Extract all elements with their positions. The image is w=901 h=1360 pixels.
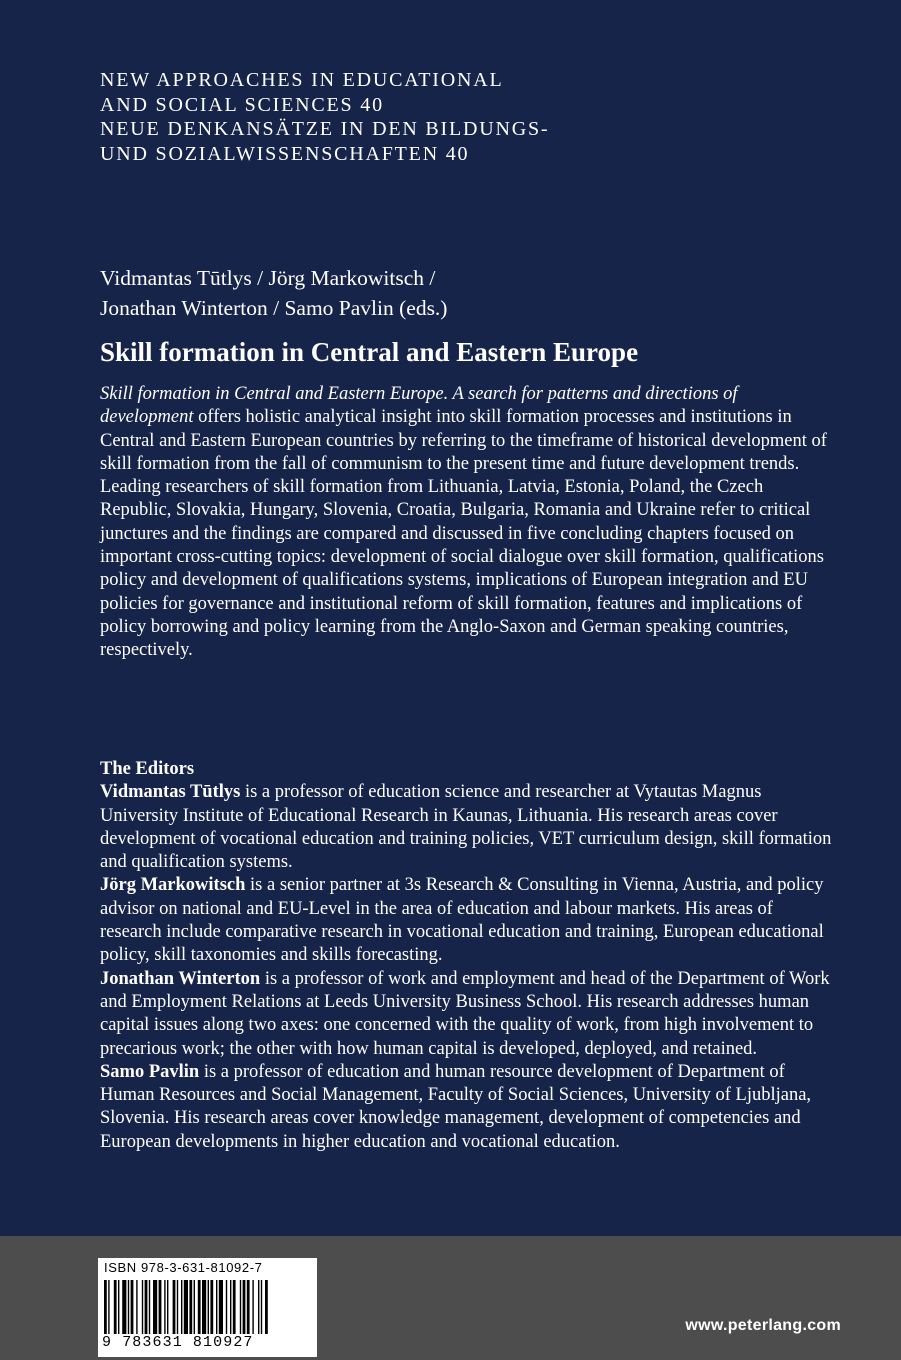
barcode-bar xyxy=(202,1280,206,1334)
editor-bio: is a professor of work and employment and head of the Department of Work and Employment Relations at Leeds University Business School. His research addresses human capital issues along two axes: one concerned with the quality of work, from high involvement to precarious work; the other with how human capital is developed, deployed, and retained. xyxy=(100,968,830,1059)
series-line: AND SOCIAL SCIENCES 40 xyxy=(100,93,384,116)
barcode-bar xyxy=(114,1280,117,1334)
series-line: NEUE DENKANSÄTZE IN DEN BILDUNGS- xyxy=(100,118,550,140)
authors-line: Jonathan Winterton / Samo Pavlin (eds.) xyxy=(100,296,448,320)
barcode-bar xyxy=(216,1280,217,1334)
barcode-bar xyxy=(177,1280,178,1334)
editor-bio: is a senior partner at 3s Research & Consulting in Vienna, Austria, and policy advisor on national and EU-Level in the area of education and labour markets. His areas of research include comparative research in vocational education and training, European educational policy, skill taxonomies and skills forecasting. xyxy=(100,875,824,966)
blurb-italic-title: Skill formation in Central and Eastern Europe. A search for patterns and directions of development xyxy=(100,384,738,428)
barcode-bar xyxy=(189,1280,192,1334)
barcode-bar xyxy=(198,1280,201,1334)
editor-entry xyxy=(100,1061,835,1154)
editor-name: Jörg Markowitsch xyxy=(100,875,246,896)
blurb-text: offers holistic analytical insight into skill formation processes and institutions in Central and Eastern European countries by referring to the timeframe of historical development of skill formation from the fall of communism to the present time and future development trends. Leading researchers of skill formation from Lithuania, Latvia, Estonia, Poland, the Czech Republic, Slovakia, Hungary, Slovenia, Croatia, Bulgaria, Romania and Ukraine refer to critical junctures and the findings are compared and discussed in five concluding chapters focused on important cross-cutting topics: development of social dialogue over skill formation, qualifications policy and development of qualifications systems, implications of European integration and EU policies for governance and institutional reform of skill formation, features and implications of policy borrowing and policy learning from the Anglo-Saxon and German speaking countries, respectively. xyxy=(100,407,827,661)
barcode-bar xyxy=(194,1280,195,1334)
barcode-bar xyxy=(240,1280,241,1334)
barcode-bar xyxy=(247,1280,250,1334)
barcode-bar xyxy=(181,1280,182,1334)
isbn-barcode xyxy=(98,1258,317,1357)
authors-line: Vidmantas Tūtlys / Jörg Markowitsch / xyxy=(100,266,436,290)
barcode-bar xyxy=(261,1280,262,1334)
barcode-bar xyxy=(118,1280,119,1334)
barcode-bar xyxy=(173,1280,176,1334)
barcode-digits: 9 783631 810927 xyxy=(102,1334,254,1351)
barcode-bar xyxy=(233,1280,236,1334)
editor-name: Samo Pavlin xyxy=(100,1061,200,1082)
barcode-bar xyxy=(142,1280,143,1334)
editors-heading: The Editors xyxy=(100,759,195,779)
editor-entry xyxy=(100,968,835,1061)
barcode-bar xyxy=(265,1280,268,1334)
series-line: UND SOZIALWISSENSCHAFTEN 40 xyxy=(100,142,470,165)
blurb xyxy=(100,383,835,663)
authors xyxy=(100,263,447,323)
barcode-bar xyxy=(167,1280,168,1334)
editors-section xyxy=(100,758,835,1154)
barcode-bar xyxy=(149,1280,150,1334)
barcode-bar xyxy=(104,1280,107,1334)
barcode-bar xyxy=(210,1280,213,1334)
barcode-bar xyxy=(219,1280,223,1334)
barcode-bar xyxy=(164,1280,165,1334)
barcode-bar xyxy=(131,1280,134,1334)
publisher-website: www.peterlang.com xyxy=(685,1317,841,1334)
editor-entry xyxy=(100,874,835,967)
barcode-bar xyxy=(258,1280,259,1334)
editor-entry xyxy=(100,781,835,874)
editor-name: Jonathan Winterton xyxy=(100,968,261,989)
barcode-bar xyxy=(243,1280,246,1334)
series-title xyxy=(100,68,549,166)
book-title: Skill formation in Central and Eastern Europe xyxy=(100,337,639,367)
barcode-bar xyxy=(108,1280,109,1334)
barcode-bar xyxy=(252,1280,253,1334)
barcode-bar xyxy=(159,1280,162,1334)
editor-bio: is a professor of education science and researcher at Vytautas Magnus University Institute of Educational Research in Kaunas, Lithuania. His research areas cover development of vocational education and training policies, VET curriculum design, skill formation and qualification systems. xyxy=(100,782,832,873)
barcode-bar xyxy=(153,1280,157,1334)
barcode-bar xyxy=(230,1280,231,1334)
barcode-bar xyxy=(145,1280,148,1334)
barcode-bar xyxy=(128,1280,129,1334)
barcode-bars xyxy=(104,1280,311,1334)
barcode-bar xyxy=(208,1280,209,1334)
barcode-bar xyxy=(136,1280,137,1334)
editor-name: Vidmantas Tūtlys xyxy=(100,782,241,803)
editor-bio: is a professor of education and human resource development of Department of Human Resources and Social Management, Faculty of Social Sciences, University of Ljubljana, Slovenia. His research areas cover knowledge management, development of competencies and European developments in higher education and vocational education. xyxy=(100,1061,812,1152)
barcode-bar xyxy=(122,1280,126,1334)
isbn-number: ISBN 978-3-631-81092-7 xyxy=(104,1260,263,1275)
barcode-bar xyxy=(184,1280,188,1334)
barcode-bar xyxy=(226,1280,227,1334)
series-line: NEW APPROACHES IN EDUCATIONAL xyxy=(100,69,504,91)
